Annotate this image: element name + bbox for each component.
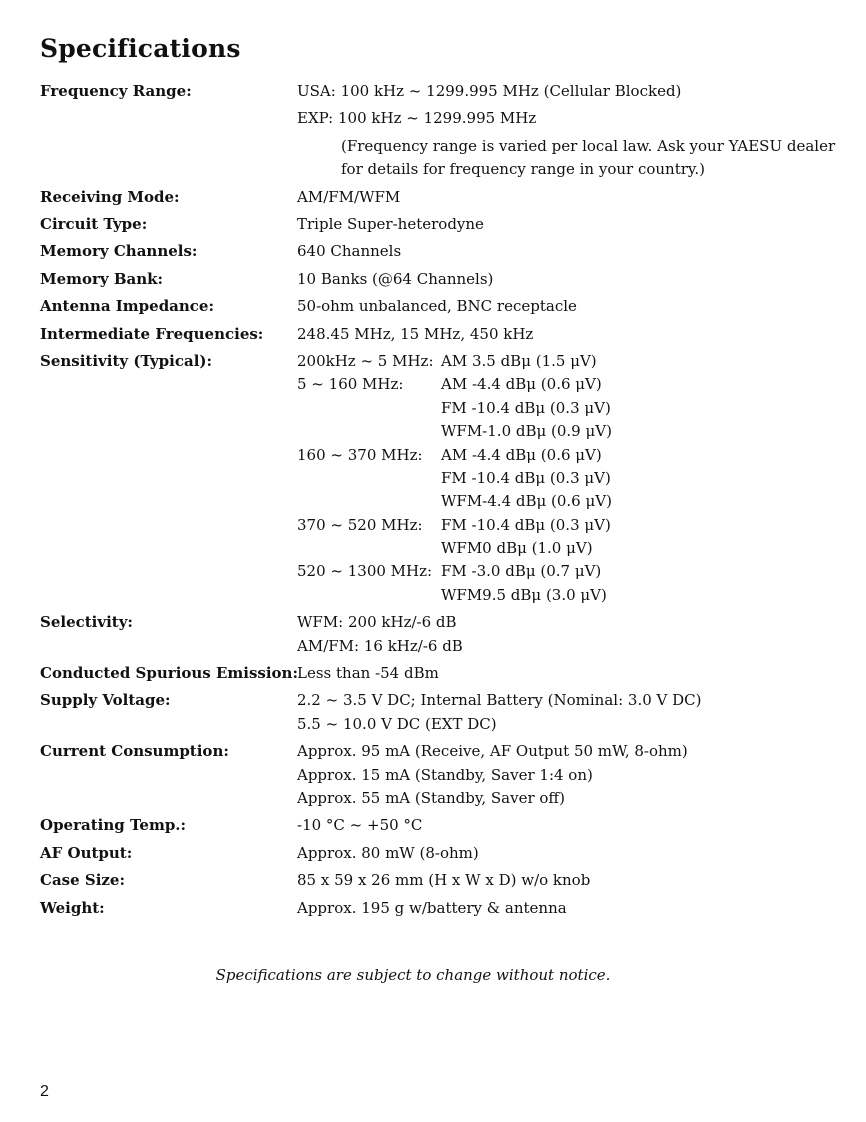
memory-channels-label: Memory Channels: bbox=[40, 242, 198, 260]
memory-bank-value: 10 Banks (@64 Channels) bbox=[297, 270, 494, 288]
operating-temp-label: Operating Temp.: bbox=[40, 816, 187, 834]
sensitivity-range: 160 ~ 370 MHz: bbox=[297, 446, 423, 464]
memory-bank-label: Memory Bank: bbox=[40, 270, 164, 288]
sensitivity-range: 200kHz ~ 5 MHz: bbox=[297, 352, 434, 370]
sensitivity-value: FM -10.4 dBμ (0.3 μV) bbox=[441, 516, 611, 534]
sensitivity-value: WFM9.5 dBμ (3.0 μV) bbox=[441, 586, 607, 604]
supply-voltage-label: Supply Voltage: bbox=[40, 691, 171, 709]
sensitivity-range: 370 ~ 520 MHz: bbox=[297, 516, 423, 534]
intermediate-frequencies-label: Intermediate Frequencies: bbox=[40, 325, 264, 343]
frequency-range-note-line2: for details for frequency range in your country.) bbox=[341, 160, 705, 178]
sensitivity-value: AM -4.4 dBμ (0.6 μV) bbox=[441, 446, 602, 464]
intermediate-frequencies-value: 248.45 MHz, 15 MHz, 450 kHz bbox=[297, 325, 534, 343]
spurious-emission-label: Conducted Spurious Emission: bbox=[40, 664, 299, 682]
case-size-label: Case Size: bbox=[40, 871, 125, 889]
page-number: 2 bbox=[40, 1083, 49, 1100]
current-consumption-receive: Approx. 95 mA (Receive, AF Output 50 mW, 8-ohm) bbox=[297, 742, 688, 760]
weight-label: Weight: bbox=[40, 899, 105, 917]
selectivity-label: Selectivity: bbox=[40, 613, 133, 631]
sensitivity-value: AM -4.4 dBμ (0.6 μV) bbox=[441, 375, 602, 393]
antenna-impedance-value: 50-ohm unbalanced, BNC receptacle bbox=[297, 297, 577, 315]
weight-value: Approx. 195 g w/battery & antenna bbox=[297, 899, 567, 917]
sensitivity-value: WFM-1.0 dBμ (0.9 μV) bbox=[441, 422, 612, 440]
sensitivity-value: FM -3.0 dBμ (0.7 μV) bbox=[441, 562, 602, 580]
page-title: Specifications bbox=[40, 34, 241, 63]
af-output-label: AF Output: bbox=[40, 844, 133, 862]
sensitivity-label: Sensitivity (Typical): bbox=[40, 352, 213, 370]
sensitivity-value: FM -10.4 dBμ (0.3 μV) bbox=[441, 469, 611, 487]
frequency-range-exp: EXP: 100 kHz ~ 1299.995 MHz bbox=[297, 109, 537, 127]
sensitivity-value: WFM0 dBμ (1.0 μV) bbox=[441, 539, 593, 557]
frequency-range-label: Frequency Range: bbox=[40, 82, 192, 100]
footer-notice: Specifications are subject to change without notice. bbox=[215, 966, 611, 984]
current-consumption-standby-off: Approx. 55 mA (Standby, Saver off) bbox=[297, 789, 565, 807]
circuit-type-value: Triple Super-heterodyne bbox=[297, 215, 484, 233]
case-size-value: 85 x 59 x 26 mm (H x W x D) w/o knob bbox=[297, 871, 591, 889]
frequency-range-usa: USA: 100 kHz ~ 1299.995 MHz (Cellular Blocked) bbox=[297, 82, 682, 100]
frequency-range-note-line1: (Frequency range is varied per local law. Ask your YAESU dealer bbox=[341, 137, 836, 155]
selectivity-wfm: WFM: 200 kHz/-6 dB bbox=[297, 613, 457, 631]
current-consumption-standby-on: Approx. 15 mA (Standby, Saver 1:4 on) bbox=[297, 766, 593, 784]
current-consumption-label: Current Consumption: bbox=[40, 742, 229, 760]
receiving-mode-label: Receiving Mode: bbox=[40, 188, 180, 206]
sensitivity-value: AM 3.5 dBμ (1.5 μV) bbox=[441, 352, 597, 370]
af-output-value: Approx. 80 mW (8-ohm) bbox=[297, 844, 479, 862]
sensitivity-range: 520 ~ 1300 MHz: bbox=[297, 562, 433, 580]
memory-channels-value: 640 Channels bbox=[297, 242, 402, 260]
supply-voltage-external: 5.5 ~ 10.0 V DC (EXT DC) bbox=[297, 715, 497, 733]
receiving-mode-value: AM/FM/WFM bbox=[297, 188, 401, 206]
antenna-impedance-label: Antenna Impedance: bbox=[40, 297, 215, 315]
spurious-emission-value: Less than -54 dBm bbox=[297, 664, 439, 682]
sensitivity-value: WFM-4.4 dBμ (0.6 μV) bbox=[441, 492, 612, 510]
sensitivity-range: 5 ~ 160 MHz: bbox=[297, 375, 404, 393]
supply-voltage-internal: 2.2 ~ 3.5 V DC; Internal Battery (Nominal: 3.0 V DC) bbox=[297, 691, 702, 709]
circuit-type-label: Circuit Type: bbox=[40, 215, 148, 233]
selectivity-amfm: AM/FM: 16 kHz/-6 dB bbox=[297, 637, 463, 655]
operating-temp-value: -10 °C ~ +50 °C bbox=[297, 816, 423, 834]
sensitivity-value: FM -10.4 dBμ (0.3 μV) bbox=[441, 399, 611, 417]
